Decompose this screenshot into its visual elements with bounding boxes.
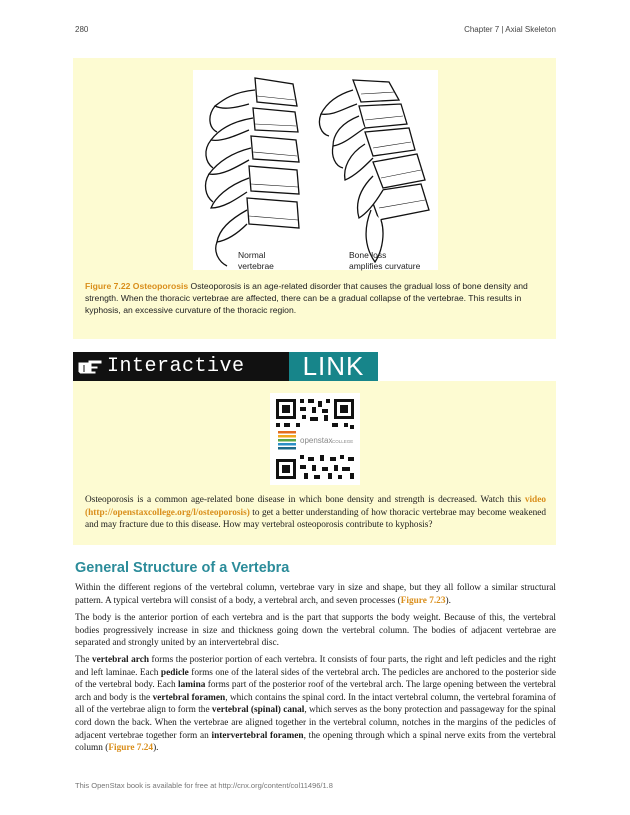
qr-brand: openstax [300, 436, 333, 445]
normal-vertebrae [206, 78, 299, 266]
qr-code-graphic [270, 393, 360, 485]
label-boneloss-line1: Bone loss [349, 250, 387, 260]
term-vertebral-canal: vertebral (spinal) canal [211, 705, 305, 716]
figure-number[interactable]: Figure 7.22 Osteoporosis [85, 281, 189, 291]
figure-caption [85, 280, 550, 317]
figure-7-24-link[interactable]: Figure 7.24 [108, 743, 154, 754]
osteoporosis-illustration [193, 70, 438, 270]
label-normal-vertebrae [238, 250, 318, 272]
p3-end: ). [153, 743, 159, 754]
p3-c: forms part of the posterior roof of the vertebral arch. The large opening between the vertebral arch and body is the [75, 680, 556, 703]
p3-d: , which contains the spinal cord. In the intact vertebral column, the vertebral foramina of all of the vertebrae align to form the [75, 692, 556, 716]
p3-the: The [75, 655, 92, 665]
boneloss-vertebrae [319, 80, 429, 262]
interactive-link-banner [73, 352, 378, 381]
p1-text: Within the different regions of the vertebral column, vertebrae vary in size and shape, but they all follow a similar structural pattern. A typical vertebra will consist of a body, a vertebral arch, and seven processes ( [75, 583, 556, 606]
figure-7-23-link[interactable]: Figure 7.23 [400, 595, 446, 606]
interactive-text-before: Osteoporosis is a common age-related bone disease in which bone density and strength is decreased. Watch this [85, 495, 525, 505]
interactive-banner-dark [73, 352, 289, 381]
qr-brand-suffix: COLLEGE [332, 439, 354, 444]
p3-e: , which serves as the bony protection and passageway for the spinal cord down the back. When the vertebrae are aligned together in the vertebral column, notches in the margins of the pedicles of adjacent vertebrae together form an [75, 705, 556, 741]
p1-end: ). [445, 595, 451, 606]
page-number: 280 [75, 25, 89, 34]
label-boneloss-line2: amplifies curvature [349, 261, 421, 271]
label-bone-loss [349, 250, 439, 272]
term-vertebral-arch: vertebral arch [91, 655, 150, 665]
term-intervertebral-foramen: intervertebral foramen [211, 730, 304, 741]
paragraph-1 [75, 582, 556, 607]
paragraph-2: The body is the anterior portion of each vertebra and is the part that supports the body weight. Because of this, the vertebral bodies progressively increase in size and thickness going down the vertebral column. The bodies of adjacent vertebrae are separated and strongly united by an intervertebral disc. [75, 613, 556, 649]
label-normal-line1: Normal [238, 250, 266, 260]
p3-a: forms the posterior portion of each vertebra. It consists of four parts, the right and left pedicles and the right and left laminae. Each [75, 655, 557, 678]
osteoporosis-video-link[interactable]: video (http://openstaxcollege.org/l/osteoporosis) [85, 495, 546, 518]
term-lamina: lamina [178, 680, 206, 691]
footer-note: This OpenStax book is available for free at http://cnx.org/content/col11496/1.8 [75, 781, 333, 790]
term-vertebral-foramen: vertebral foramen [152, 692, 226, 703]
interactive-text [85, 494, 546, 532]
term-pedicle: pedicle [160, 667, 189, 678]
interactive-text-after: to get a better understanding of how thoracic vertebrae may become weakened and may fracture due to this disease. How may vertebral osteoporosis contribute to kyphosis? [85, 507, 546, 530]
chapter-title: Chapter 7 | Axial Skeleton [464, 25, 556, 34]
figure-box [73, 58, 556, 339]
interactive-box [73, 381, 556, 545]
p3-b: forms one of the lateral sides of the vertebral arch. The pedicles are anchored to the posterior side of the vertebral body. Each [75, 667, 556, 691]
qr-code[interactable] [270, 393, 360, 485]
section-heading: General Structure of a Vertebra [75, 560, 290, 576]
p3-f: , the opening through which a spinal nerve exits from the vertebral column ( [75, 730, 557, 754]
vertebrae-drawing [193, 70, 438, 270]
paragraph-3 [75, 654, 556, 755]
label-normal-line2: vertebrae [238, 261, 274, 271]
interactive-word: Interactive [107, 355, 245, 378]
link-word: LINK [289, 352, 378, 381]
pointing-hand-icon [73, 352, 107, 381]
figure-caption-text: Osteoporosis is an age-related disorder that causes the gradual loss of bone density and strength. When the thoracic vertebrae are affected, there can be a gradual collapse of the vertebrae. This results in kyphosis, an excessive curvature of the thoracic region. [85, 281, 528, 316]
